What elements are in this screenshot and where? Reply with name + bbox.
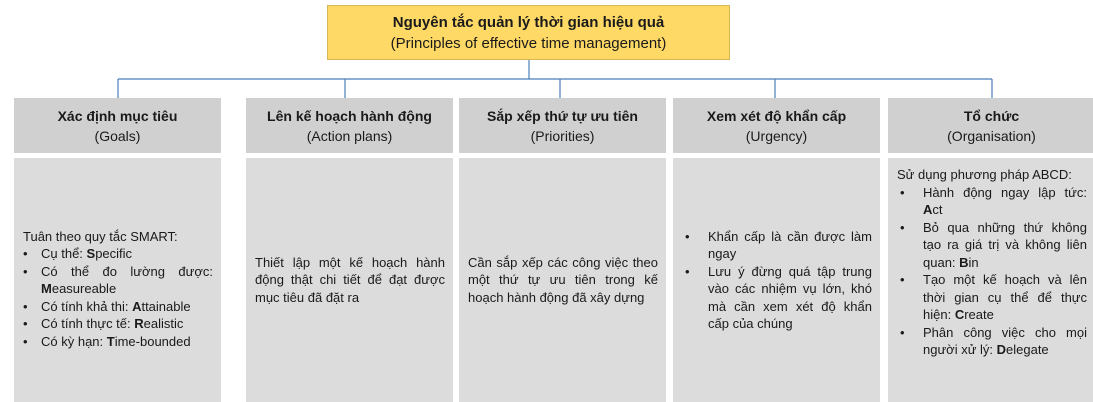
priorities-title-en: (Priorities)	[530, 127, 595, 144]
goals-list	[23, 245, 213, 350]
list-item: • Lưu ý đừng quá tập trung vào các nhiệm vụ lớn, khó mà cần xem xét độ khẩn cấp của chúng	[682, 263, 872, 333]
urgency-list	[682, 228, 872, 333]
urgency-title-en: (Urgency)	[745, 127, 808, 144]
organisation-header	[888, 98, 1093, 153]
goals-title-en: (Goals)	[94, 127, 141, 144]
priorities-body	[459, 158, 666, 402]
goals-header	[14, 98, 221, 153]
organisation-title-en: (Organisation)	[947, 127, 1036, 144]
urgency-title-vi: Xem xét độ khẩn cấp	[706, 107, 847, 124]
root-title-vi: Nguyên tắc quản lý thời gian hiệu quả	[392, 13, 665, 31]
goals-title-vi: Xác định mục tiêu	[57, 107, 178, 124]
list-item: • Có thể đo lường được: Measureable	[23, 263, 213, 298]
priorities-title-vi: Sắp xếp thứ tự ưu tiên	[487, 107, 638, 124]
column-organisation	[888, 98, 1093, 402]
list-item: • Khẩn cấp là cần được làm ngay	[682, 228, 872, 263]
list-item: • Có tính khả thi: Attainable	[23, 298, 213, 316]
action-plans-body	[246, 158, 453, 402]
priorities-text: Cần sắp xếp các công việc theo một thứ tự ưu tiên trong kế hoạch hành động đã xây dựng	[468, 254, 658, 305]
priorities-header	[459, 98, 666, 153]
list-item: • Có kỳ hạn: Time-bounded	[23, 333, 213, 351]
list-item: • Bỏ qua những thứ không tạo ra giá trị và không liên quan: Bin	[897, 219, 1087, 272]
goals-intro: Tuân theo quy tắc SMART:	[23, 228, 178, 244]
organisation-list	[897, 184, 1087, 359]
organisation-title-vi: Tổ chức	[963, 107, 1020, 124]
list-item: • Cụ thể: Specific	[23, 245, 213, 263]
list-item: • Tạo một kế hoạch và lên thời gian cụ thể để thực hiện: Create	[897, 271, 1087, 324]
organisation-intro: Sử dụng phương pháp ABCD:	[897, 167, 1072, 182]
column-urgency	[673, 98, 880, 402]
urgency-header	[673, 98, 880, 153]
list-item: • Hành động ngay lập tức: Act	[897, 184, 1087, 219]
action-plans-header	[246, 98, 453, 153]
root-title-en: (Principles of effective time management)	[390, 34, 667, 52]
column-goals	[14, 98, 221, 402]
action-plans-title-en: (Action plans)	[306, 127, 393, 144]
urgency-body	[673, 158, 880, 402]
goals-body	[14, 158, 221, 402]
list-item: • Có tính thực tế: Realistic	[23, 315, 213, 333]
root-node	[327, 5, 730, 60]
column-priorities	[459, 98, 666, 402]
list-item: • Phân công việc cho mọi người xử lý: Delegate	[897, 324, 1087, 359]
action-plans-title-vi: Lên kế hoạch hành động	[267, 107, 432, 124]
organisation-body	[888, 158, 1093, 402]
action-plans-text: Thiết lập một kế hoạch hành động thật chi tiết để đạt được mục tiêu đã đặt ra	[255, 254, 445, 305]
column-action-plans	[246, 98, 453, 402]
